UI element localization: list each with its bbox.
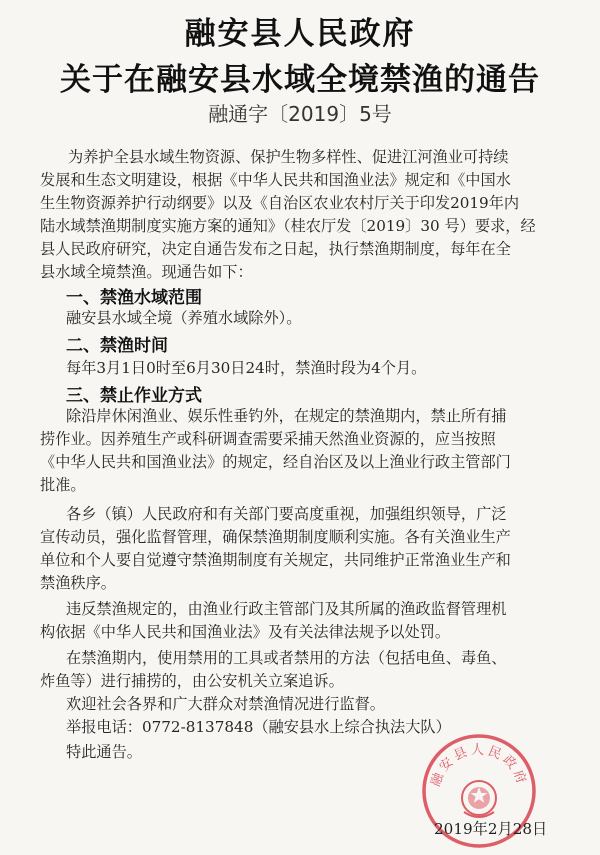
document-number: 融通字〔2019〕5号 — [208, 102, 392, 126]
report-hotline: 举报电话：0772-8137848（融安县水上综合执法大队） — [66, 718, 451, 736]
closing-line: 特此通告。 — [66, 743, 142, 761]
section-line: 每年3月1日0时至6月30日24时，禁渔时段为4个月。 — [66, 359, 427, 377]
section-heading-period: 二、禁渔时间 — [66, 336, 168, 356]
section-line: 《中华人民共和国渔业法》的规定，经自治区及以上渔业行政主管部门 — [40, 453, 511, 471]
intro-line: 县人民政府研究，决定自通告发布之日起，执行禁渔期制度，每年在全 — [40, 240, 511, 258]
seal-text: 融安县人民政府 — [428, 743, 530, 789]
intro-line: 发展和生态文明建设，根据《中华人民共和国渔业法》规定和《中国水 — [40, 171, 511, 189]
body-line: 宣传动员，强化监督管理，确保禁渔期制度顺利实施。各有关渔业生产 — [40, 528, 511, 546]
intro-line: 为养护全县水域生物资源、保护生物多样性、促进江河渔业可持续 — [68, 148, 509, 166]
intro-line: 生生物资源养护行动纲要》以及《自治区农业农村厅关于印发2019年内 — [40, 194, 520, 212]
body-line: 单位和个人要自觉遵守禁渔期制度有关规定，共同维护正常渔业生产和 — [40, 551, 511, 569]
issue-date: 2019年2月28日 — [434, 820, 548, 838]
body-line: 构依据《中华人民共和国渔业法》及有关法律法规予以处罚。 — [40, 623, 451, 641]
intro-line: 县水域全境禁渔。现通告如下： — [40, 263, 253, 281]
section-line: 融安县水域全境（养殖水域除外）。 — [66, 309, 302, 327]
body-line: 各乡（镇）人民政府和有关部门要高度重视，加强组织领导，广泛 — [66, 505, 507, 523]
section-line: 批准。 — [40, 476, 86, 494]
body-line: 在禁渔期内，使用禁用的工具或者禁用的方法（包括电鱼、毒鱼、 — [66, 649, 507, 667]
issuer-heading: 融安县人民政府 — [184, 16, 416, 52]
notice-title: 关于在融安县水域全境禁渔的通告 — [60, 62, 540, 98]
intro-line: 陆水域禁渔期制度实施方案的通知》（桂农厅发〔2019〕30 号）要求，经 — [40, 217, 536, 235]
body-line: 欢迎社会各界和广大群众对禁渔情况进行监督。 — [66, 695, 385, 713]
section-heading-scope: 一、禁渔水域范围 — [66, 288, 202, 308]
section-line: 除沿岸休闲渔业、娱乐性垂钓外，在规定的禁渔期内，禁止所有捕 — [66, 407, 507, 425]
body-line: 禁渔秩序。 — [40, 574, 116, 592]
section-line: 捞作业。因养殖生产或科研调查需要采捕天然渔业资源的，应当按照 — [40, 430, 496, 448]
body-line: 违反禁渔规定的，由渔业行政主管部门及其所属的渔政监督管理机 — [66, 600, 507, 618]
section-heading-prohibited: 三、禁止作业方式 — [66, 386, 202, 406]
body-line: 炸鱼等）进行捕捞的，由公安机关立案追诉。 — [40, 672, 344, 690]
